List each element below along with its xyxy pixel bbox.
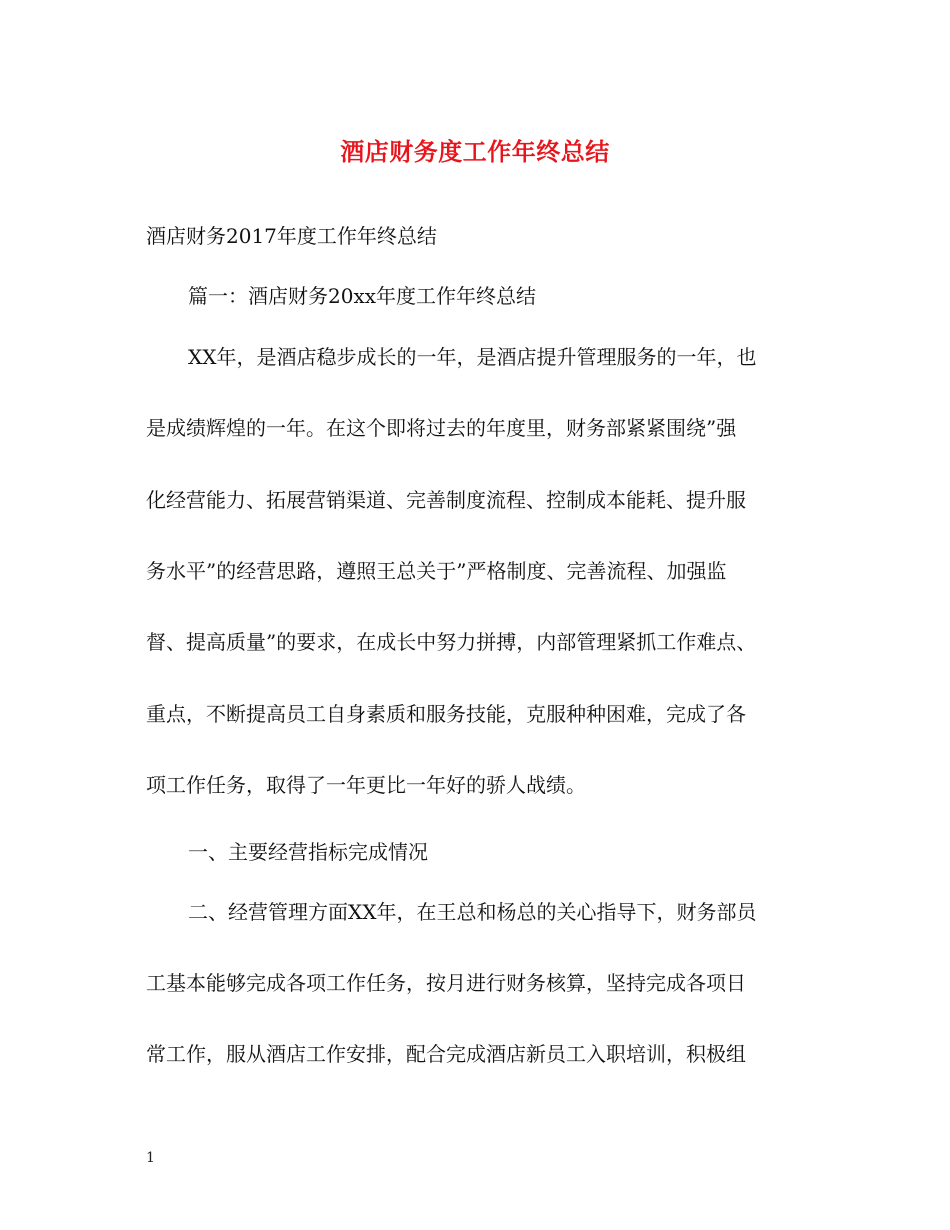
paragraph-line: 务水平”的经营思路，遵照王总关于”严格制度、完善流程、加强监 [146, 559, 727, 583]
paragraph-line: 重点，不断提高员工自身素质和服务技能，克服种种困难，完成了各 [146, 702, 746, 726]
paragraph-line: XX年，是酒店稳步成长的一年，是酒店提升管理服务的一年，也 [188, 345, 757, 369]
paragraph-line: 是成绩辉煌的一年。在这个即将过去的年度里，财务部紧紧围绕”强 [146, 416, 737, 440]
section-heading-line: 一、主要经营指标完成情况 [188, 840, 428, 864]
paragraph-line: 二、经营管理方面XX年，在王总和杨总的关心指导下，财务部员 [188, 900, 757, 924]
paragraph-line: 化经营能力、拓展营销渠道、完善制度流程、控制成本能耗、提升服 [146, 488, 746, 512]
subtitle-line: 酒店财务2017年度工作年终总结 [146, 224, 437, 248]
document-title: 酒店财务度工作年终总结 [340, 137, 610, 166]
paragraph-line: 常工作，服从酒店工作安排，配合完成酒店新员工入职培训，积极组 [146, 1042, 746, 1066]
paragraph-line: 督、提高质量”的要求，在成长中努力拼搏，内部管理紧抓工作难点、 [146, 630, 757, 654]
section-heading-line: 篇一：酒店财务20xx年度工作年终总结 [188, 284, 537, 308]
paragraph-line: 项工作任务，取得了一年更比一年好的骄人战绩。 [146, 773, 586, 797]
paragraph-line: 工基本能够完成各项工作任务，按月进行财务核算，坚持完成各项日 [146, 971, 746, 995]
page-number: 1 [146, 1150, 155, 1166]
